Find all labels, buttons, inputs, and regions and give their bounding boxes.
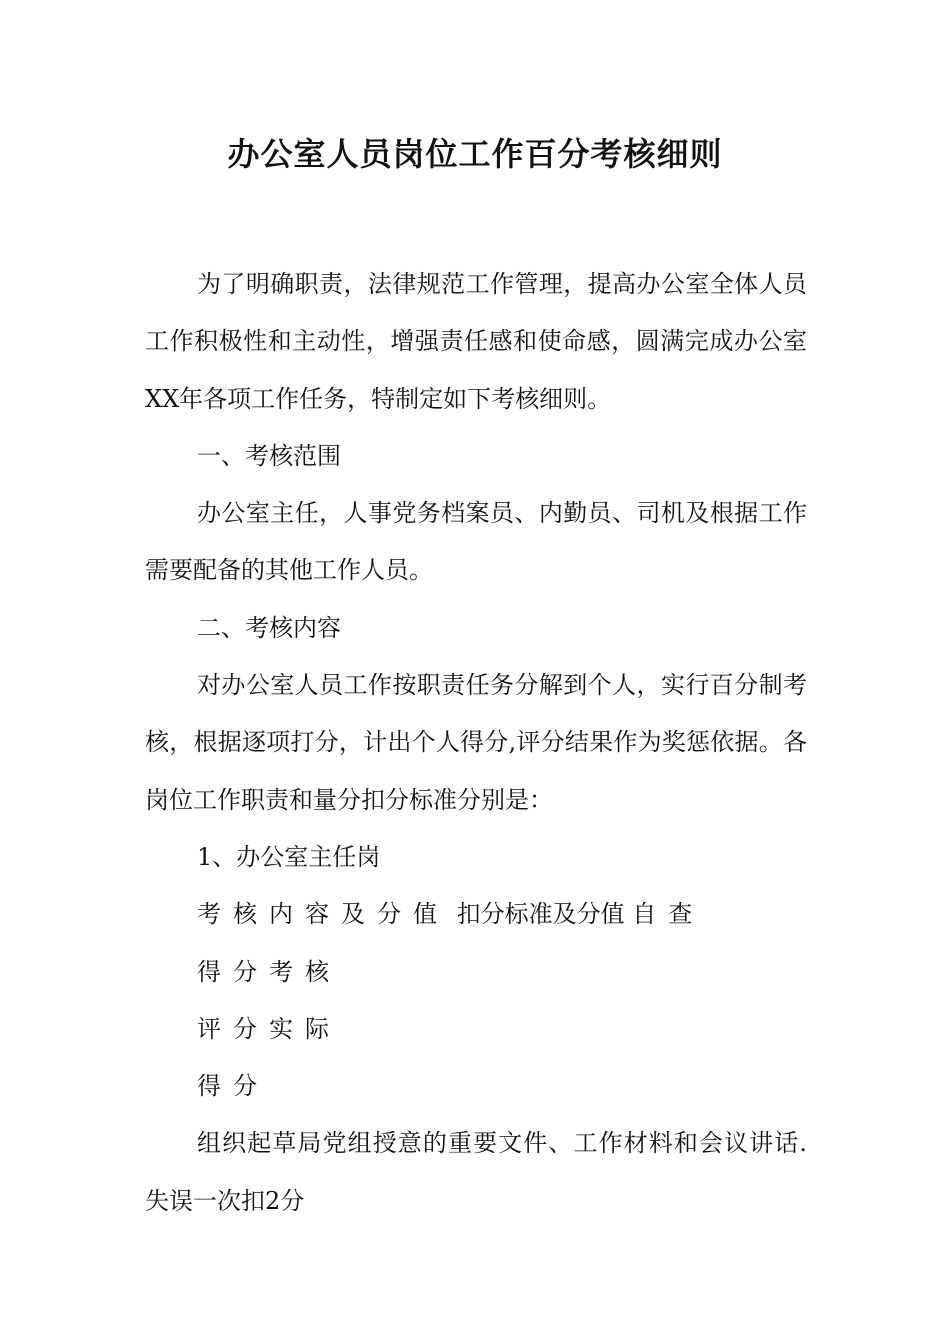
table-header-part1: 考核内容及分值 [197,900,449,929]
section1-heading: 一、考核范围 [197,441,341,470]
table-header-line2: 得分考核 [197,957,341,986]
section2-paragraph: 对办公室人员工作按职责任务分解到个人，实行百分制考核，根据逐项打分，计出个人得分,评分结果作为奖惩依据。各岗位工作职责和量分扣分标准分别是： [145,671,807,814]
table-header-line1 [145,886,807,943]
item1-paragraph: 组织起草局党组授意的重要文件、工作材料和会议讲话. 失误一次扣2分 [145,1129,807,1215]
table-header-part3: 自查 [632,900,705,929]
table-header-line3: 评分实际 [197,1014,341,1043]
table-header-part2: 扣分标准及分值 [456,900,625,929]
item1-heading: 1、办公室主任岗 [197,842,381,871]
section1-paragraph: 办公室主任，人事党务档案员、内勤员、司机及根据工作需要配备的其他工作人员。 [145,499,807,585]
section2-heading: 二、考核内容 [197,613,341,642]
intro-paragraph: 为了明确职责，法律规范工作管理，提高办公室全体人员工作积极性和主动性，增强责任感和使命感，圆满完成办公室XX年各项工作任务，特制定如下考核细则。 [145,270,807,413]
document-title: 办公室人员岗位工作百分考核细则 [227,135,723,173]
document-body [145,256,807,1230]
table-header-line4: 得分 [197,1072,269,1101]
